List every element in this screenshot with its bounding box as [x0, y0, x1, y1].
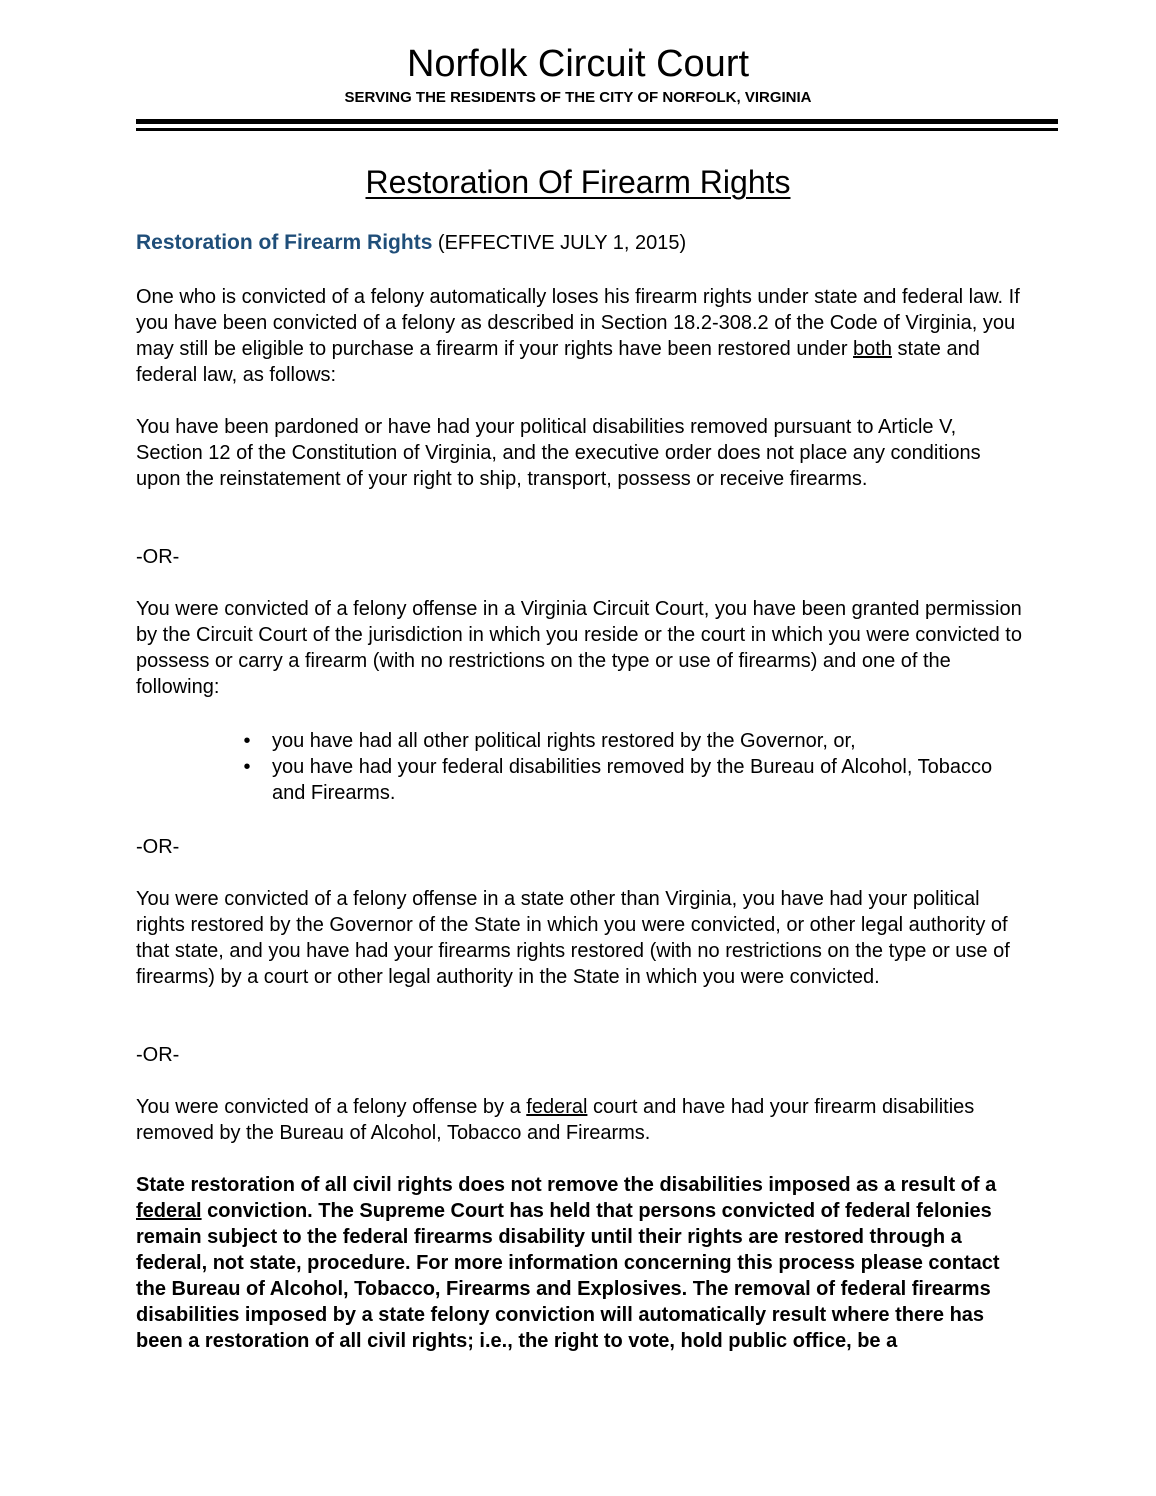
list-item-text: you have had all other political rights restored by the Governor, or,	[272, 730, 856, 752]
option-federal-paragraph	[136, 1094, 1026, 1146]
or-separator: -OR-	[136, 546, 180, 568]
list-item-text: you have had your federal disabilities removed by the Bureau of Alcohol, Tobacco and Firearms.	[272, 756, 993, 804]
page-title: Restoration Of Firearm Rights	[365, 164, 791, 200]
bullet-icon: •	[243, 756, 251, 778]
federal-emphasis: federal	[526, 1096, 588, 1118]
option-federal-text-end: court and have had your firearm disabilities removed by the Bureau of Alcohol, Tobacco and Firearms.	[136, 1096, 975, 1144]
list-item	[240, 728, 1030, 754]
section-heading: Restoration of Firearm Rights	[136, 231, 433, 254]
option-virginia-bullets	[240, 728, 1030, 806]
notice-text-end: conviction. The Supreme Court has held that persons convicted of federal felonies remain subject to the federal firearms disability until their rights are restored through a federal, not state, procedure. For more information concerning this process please contact the Bureau of Alcohol, Tobacco, Firearms and Explosives. The removal of federal firearms disabilities imposed by a state felony conviction will automatically result where there has been a restoration of all civil rights; i.e., the right to vote, hold public office, be a	[136, 1200, 1000, 1352]
court-subtitle: SERVING THE RESIDENTS OF THE CITY OF NORFOLK, VIRGINIA	[344, 89, 812, 106]
or-separator: -OR-	[136, 836, 180, 858]
header-rule-thin	[136, 128, 1058, 131]
federal-notice-paragraph	[136, 1172, 1031, 1354]
option-pardon-paragraph: You have been pardoned or have had your political disabilities removed pursuant to Article V, Section 12 of the Constitution of Virginia, and the executive order does not place any conditions upon the reinstatement of your right to ship, transport, possess or receive firearms.	[136, 416, 981, 490]
court-name: Norfolk Circuit Court	[406, 43, 750, 85]
option-virginia-court-paragraph: You were convicted of a felony offense in a Virginia Circuit Court, you have been granted permission by the Circuit Court of the jurisdiction in which you reside or the court in which you were convicted to possess or carry a firearm (with no restrictions on the type or use of firearms) and one of the following:	[136, 598, 1022, 698]
intro-emphasis: both	[853, 338, 892, 360]
intro-paragraph	[136, 284, 1026, 388]
or-separator: -OR-	[136, 1044, 180, 1066]
intro-text: One who is convicted of a felony automatically loses his firearm rights under state and federal law. If you have been convicted of a felony as described in Section 18.2-308.2 of the Code of Virginia, you may still be eligible to purchase a firearm if your rights have been restored under	[136, 286, 1020, 360]
notice-text: State restoration of all civil rights does not remove the disabilities imposed as a result of a	[136, 1174, 997, 1196]
list-item	[240, 754, 1030, 806]
option-federal-text: You were convicted of a felony offense by a	[136, 1096, 527, 1118]
bullet-icon: •	[243, 730, 251, 752]
section-heading-line	[136, 230, 1026, 256]
intro-text-end: state and federal law, as follows:	[136, 338, 980, 386]
option-other-state-paragraph: You were convicted of a felony offense in a state other than Virginia, you have had your political rights restored by the Governor of the State in which you were convicted, or other legal authority of that state, and you have had your firearms rights restored (with no restrictions on the type or use of firearms) by a court or other legal authority in the State in which you were convicted.	[136, 888, 1010, 988]
effective-date: (EFFECTIVE JULY 1, 2015)	[432, 232, 687, 254]
notice-emphasis: federal	[136, 1200, 202, 1222]
header-rule-thick	[136, 119, 1058, 124]
